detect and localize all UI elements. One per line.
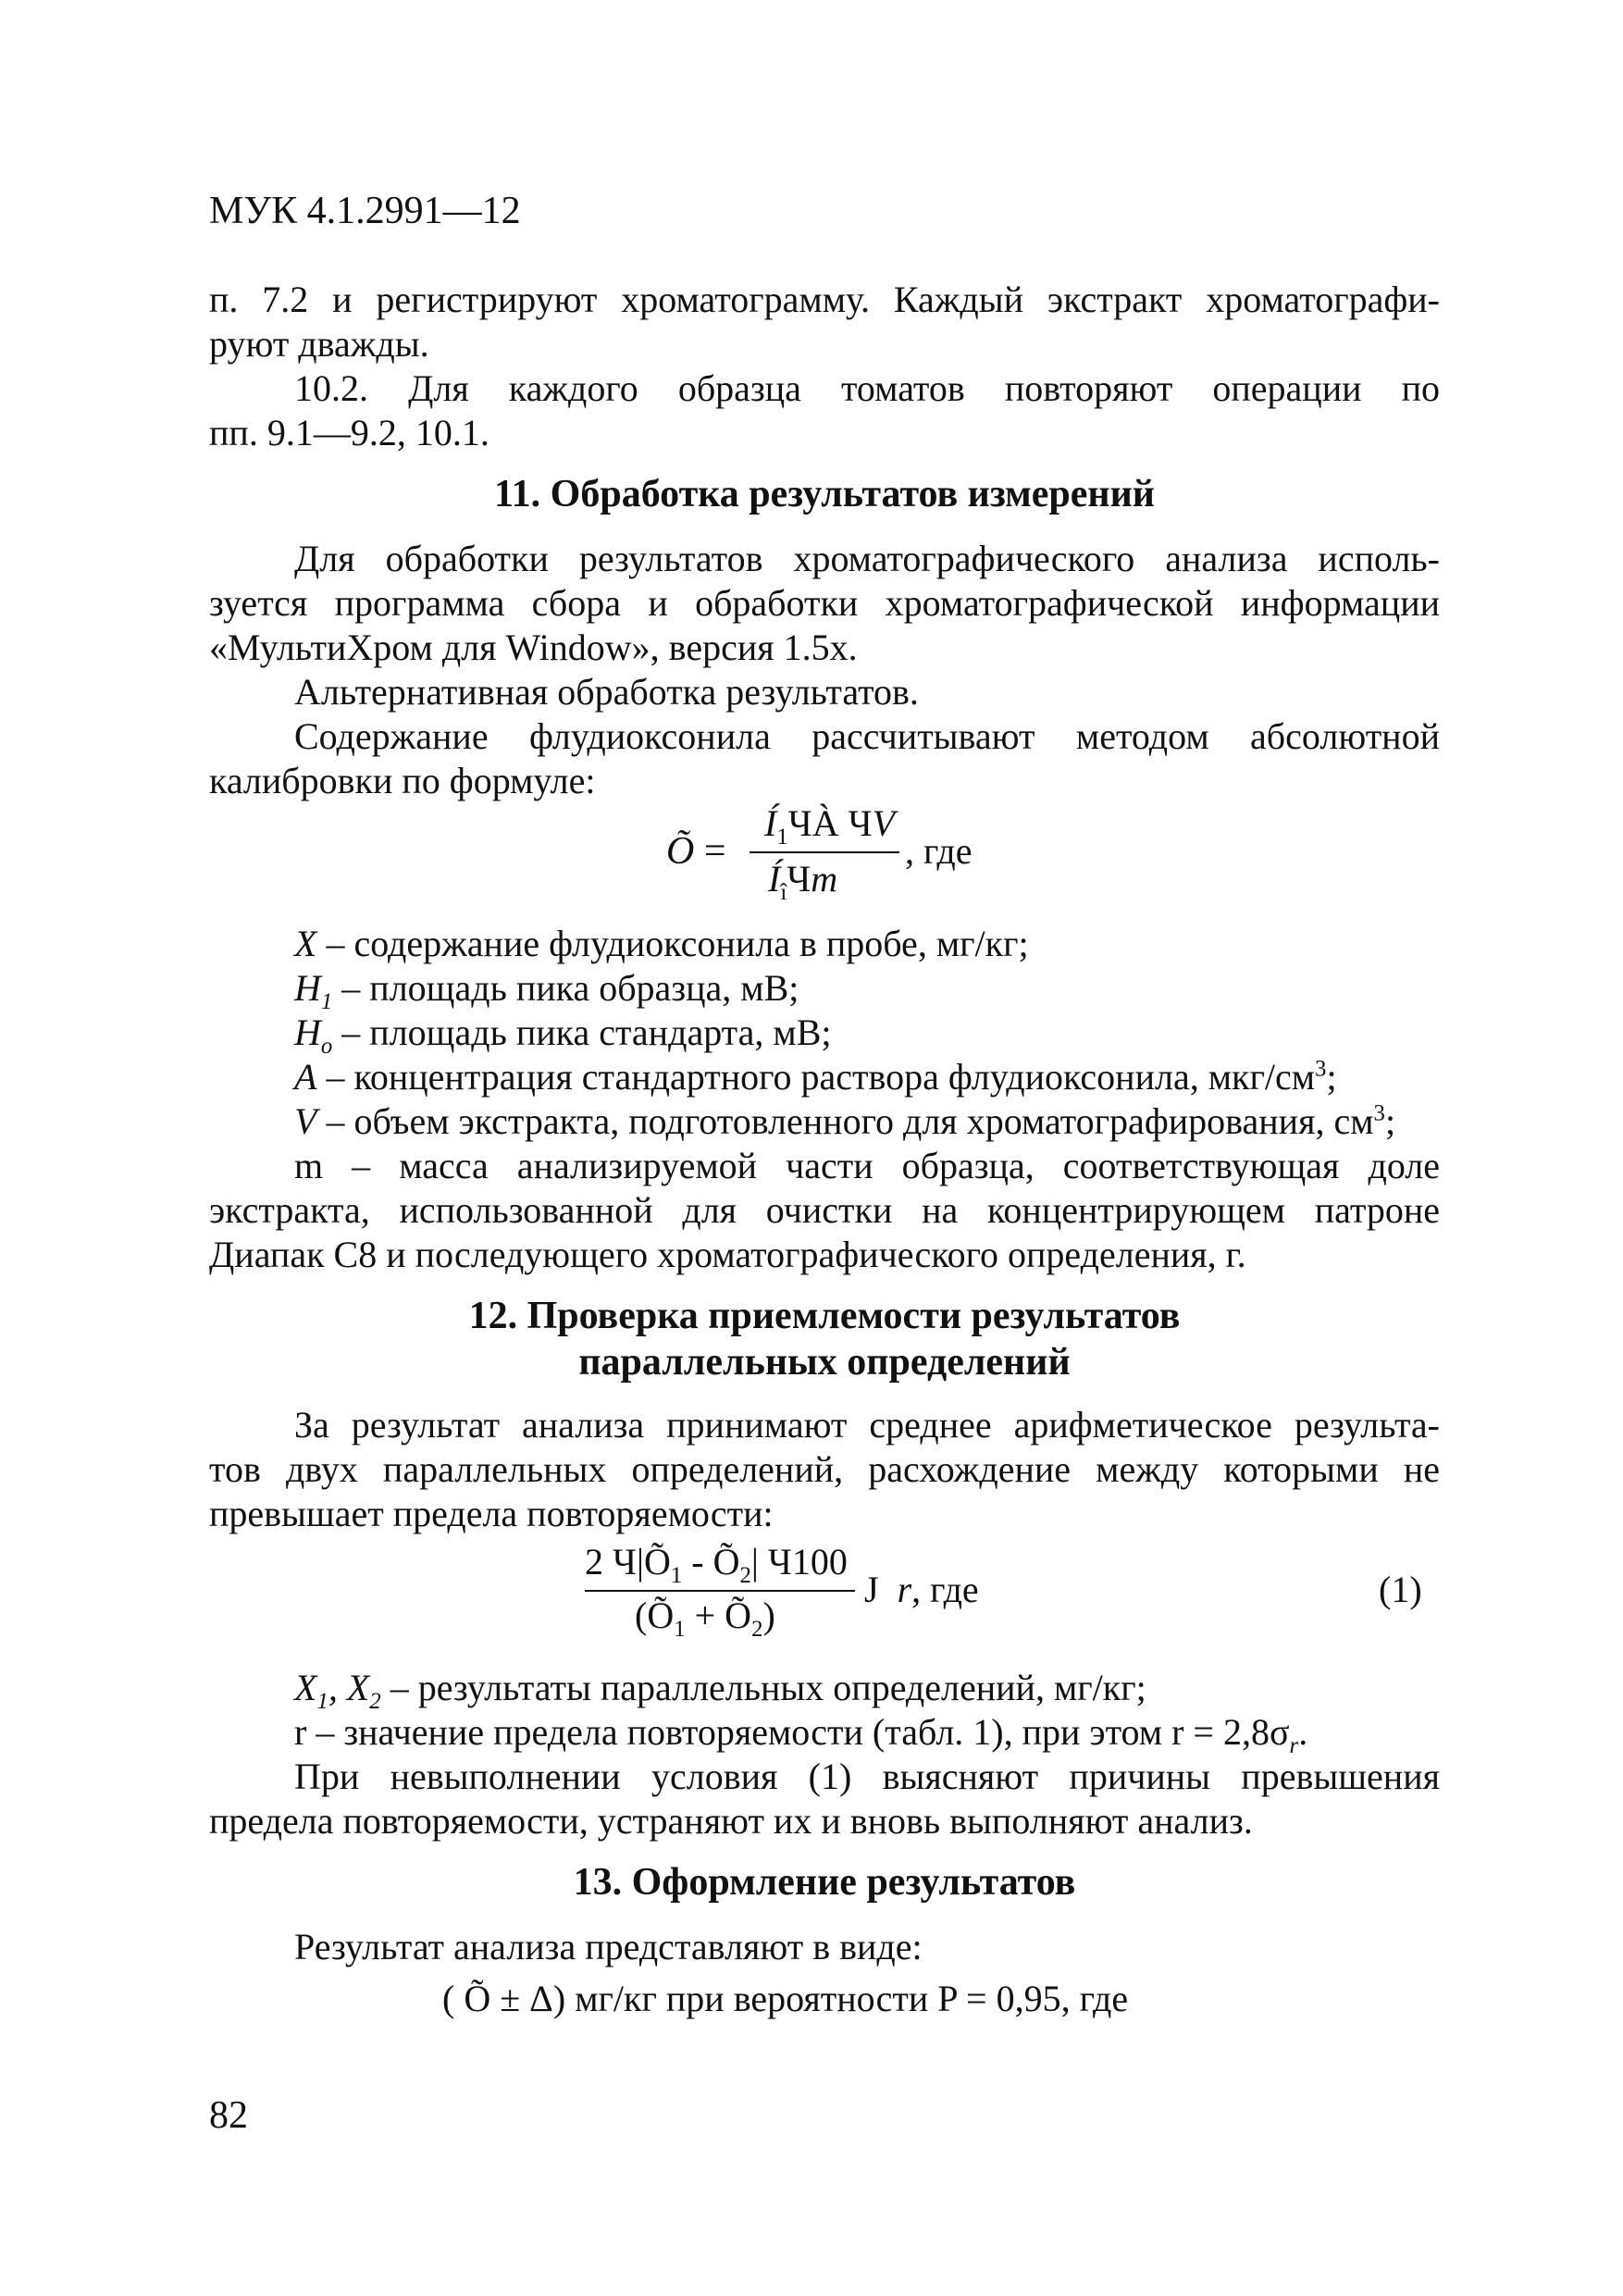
var-m-line-2: экстракта, использованной для очистки на концентрирующем патроне	[209, 1189, 1440, 1231]
var-m-line-1: m – масса анализируемой части образца, соответствующая доле	[294, 1145, 1440, 1186]
section-12-heading-line-2: параллельных определений	[578, 1341, 1071, 1384]
s12-p2-line-2: предела повторяемости, устраняют их и вновь выполняют анализ.	[209, 1800, 1253, 1842]
var-r: r – значение предела повторяемости (табл. 1), при этом $r = 2,8\sigma_r$.	[294, 1711, 1308, 1758]
var-x: X – содержание флудиоксонила в пробе, мг/кг;	[294, 923, 1029, 964]
formula-denominator: $Í_îЧm$	[768, 858, 838, 905]
section-13-heading: 13. Оформление результатов	[573, 1861, 1076, 1904]
s12-p2-line-1: При невыполнении условия (1) выясняют причины превышения	[294, 1756, 1440, 1797]
s11-p2: Альтернативная обработка результатов.	[294, 671, 919, 713]
var-h1: $H_1$ – площадь пика образца, мВ;	[294, 967, 799, 1014]
intro-line-1: п. 7.2 и регистрируют хроматограмму. Каждый экстракт хроматографи-	[209, 279, 1440, 320]
s11-p3-line-1: Содержание флудиоксонила рассчитывают методом абсолютной	[294, 715, 1440, 757]
var-ho: $H_o$ – площадь пика стандарта, мВ;	[294, 1011, 832, 1059]
s12-p1-line-2: тов двух параллельных определений, расхождение между которыми не	[209, 1448, 1440, 1490]
formula-1-numerator: 2 $Ч|Õ_1$ - $Õ_2|$ Ч100	[585, 1541, 848, 1588]
s11-p1-line-2: зуется программа сбора и обработки хроматографической информации	[209, 582, 1440, 624]
var-m-line-3: Диапак С8 и последующего хроматографического определения, г.	[209, 1234, 1246, 1275]
s12-p1-line-1: За результат анализа принимают среднее арифметическое результа-	[294, 1404, 1440, 1446]
fraction-bar	[750, 851, 899, 853]
formula-numerator: $Í_1ЧÀ$ ЧV	[764, 802, 896, 850]
formula-tail: , где	[905, 830, 973, 872]
var-a: A – концентрация стандартного раствора флудиоксонила, мкг/$см^3$;	[294, 1056, 1337, 1098]
var-v: V – объем экстракта, подготовленного для хроматографирования, $см^3$;	[294, 1100, 1396, 1142]
formula-1-denominator: ($Õ_1$ + $Õ_2$)	[635, 1595, 775, 1642]
s13-result-expression: ( Õ ± Δ) мг/кг при вероятности P = 0,95, где	[442, 1978, 1129, 2019]
intro-line-2: руют дважды.	[209, 323, 429, 365]
formula-lhs: Õ =	[666, 830, 726, 873]
document-code: МУК 4.1.2991—12	[209, 190, 521, 232]
s11-p3-line-2: калибровки по формуле:	[209, 760, 596, 801]
section-12-heading-line-1: 12. Проверка приемлемости результатов	[468, 1295, 1181, 1337]
s12-p1-line-3: превышает предела повторяемости:	[209, 1493, 774, 1534]
intro-line-4: пп. 9.1—9.2, 10.1.	[209, 412, 489, 453]
formula-1-number: (1)	[1379, 1569, 1422, 1610]
intro-line-3: 10.2. Для каждого образца томатов повторяют операции по	[294, 367, 1440, 409]
s11-p1-line-1: Для обработки результатов хроматографического анализа исполь-	[294, 538, 1440, 579]
fraction-bar	[585, 1590, 855, 1592]
s11-p1-line-3: «МультиХром для Window», версия 1.5х.	[209, 627, 858, 668]
section-11-heading: 11. Обработка результатов измерений	[493, 473, 1156, 515]
s13-p1: Результат анализа представляют в виде:	[294, 1926, 923, 1967]
var-x1-x2: $X_1$, $X_2$ – результаты параллельных определений, мг/кг;	[294, 1667, 1146, 1714]
formula-1-relation: J r, где	[864, 1569, 979, 1610]
page-number: 82	[209, 2094, 248, 2137]
